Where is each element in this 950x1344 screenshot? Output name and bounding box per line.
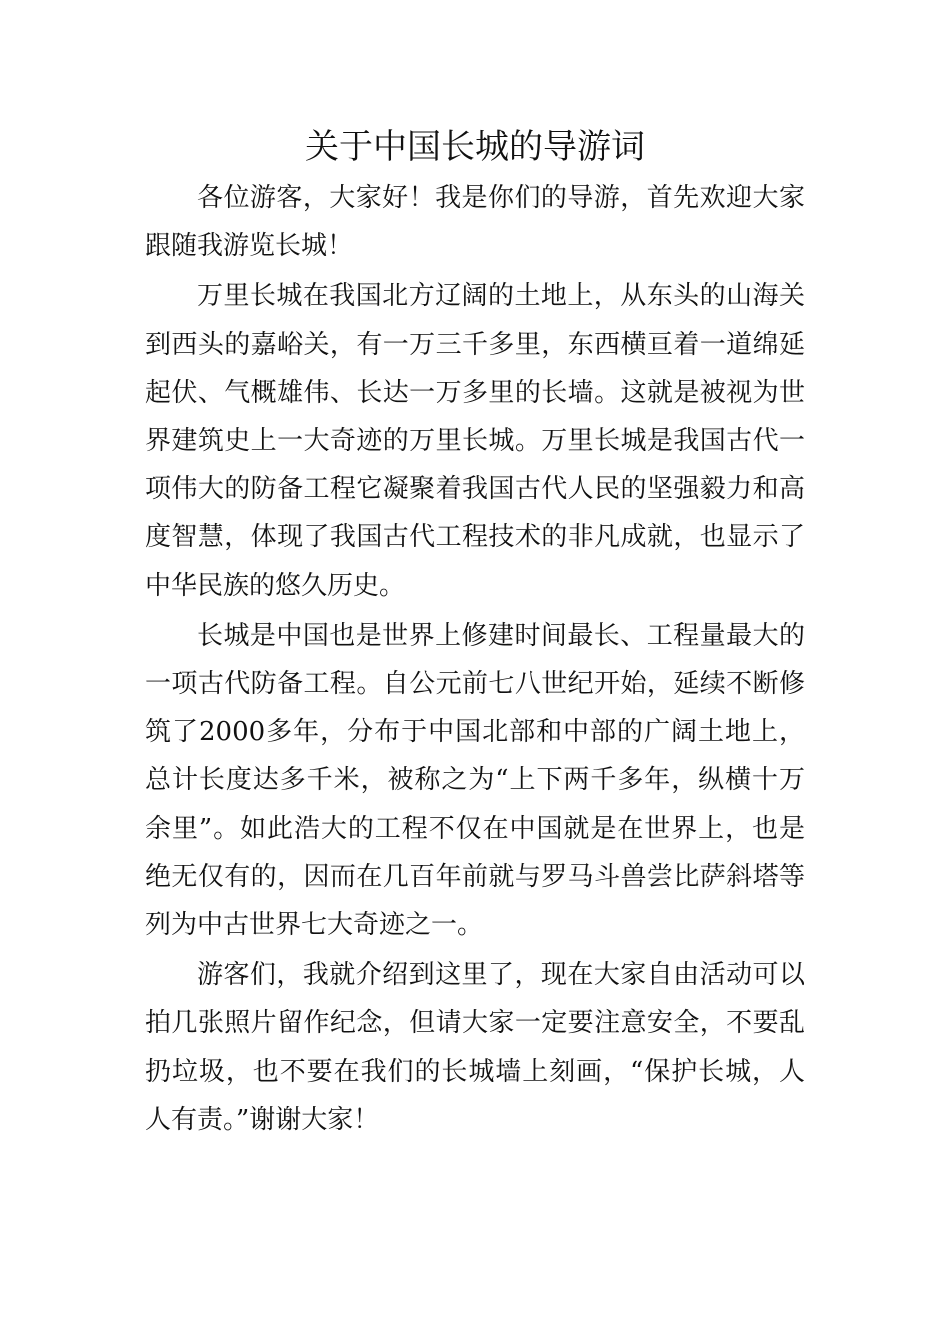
paragraph-closing: 游客们，我就介绍到这里了，现在大家自由活动可以拍几张照片留作纪念，但请大家一定要注意安全，不要乱扔垃圾，也不要在我们的长城墙上刻画，“保护长城，人人有责。”谢谢大家！ — [145, 960, 805, 1135]
paragraph-great-wall-overview: 万里长城在我国北方辽阔的土地上，从东头的山海关到西头的嘉峪关，有一万三千多里，东西横亘着一道绵延起伏、气概雄伟、长达一万多里的长墙。这就是被视为世界建筑史上一大奇迹的万里长城。万里长城是我国古代一项伟大的防备工程它凝聚着我国古代人民的坚强毅力和高度智慧，体现了我国古代工程技术的非凡成就，也显示了中华民族的悠久历史。 — [145, 281, 805, 601]
document-title: 关于中国长城的导游词 — [305, 127, 645, 167]
document-body — [145, 174, 805, 1146]
paragraph-greeting: 各位游客，大家好！我是你们的导游，首先欢迎大家跟随我游览长城！ — [145, 183, 805, 262]
paragraph-great-wall-history: 长城是中国也是世界上修建时间最长、工程量最大的一项古代防备工程。自公元前七八世纪开始，延续不断修筑了2000多年，分布于中国北部和中部的广阔土地上，总计长度达多千米，被称之为“上下两千多年，纵横十万余里”。如此浩大的工程不仅在中国就是在世界上，也是绝无仅有的，因而在几百年前就与罗马斗兽尝比萨斜塔等列为中古世界七大奇迹之一。 — [145, 620, 805, 941]
